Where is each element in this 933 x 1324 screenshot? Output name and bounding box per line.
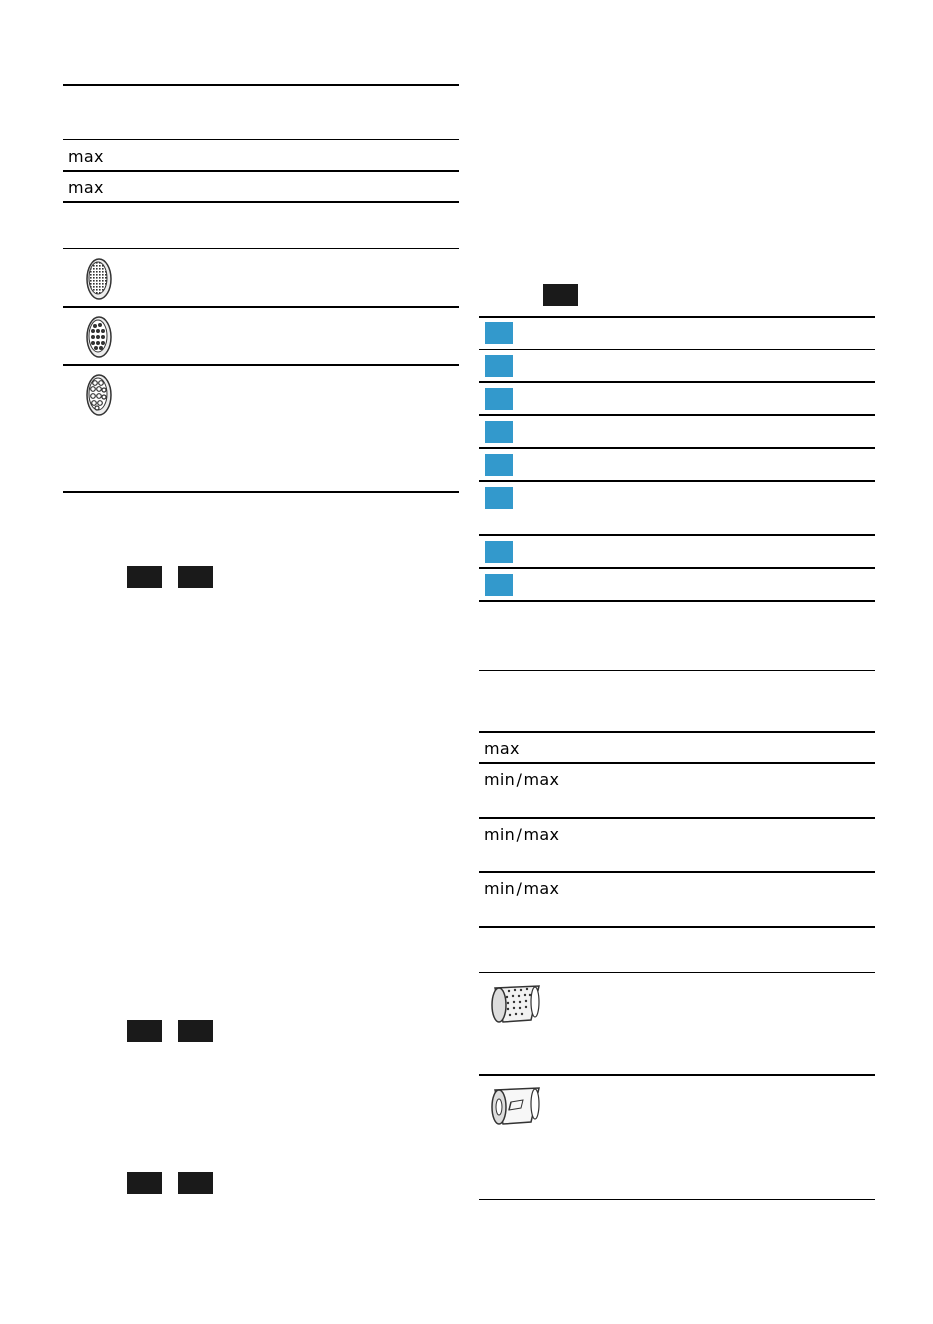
right-rule: [479, 670, 875, 671]
right-rule: [479, 871, 875, 873]
key-button: [127, 1172, 162, 1194]
right-rule: [479, 534, 875, 536]
right-rule: [479, 1074, 875, 1076]
left-rule: [63, 248, 459, 249]
left-rule: [63, 170, 459, 172]
perforated-disc-coarse-icon: [84, 372, 114, 418]
right-row-label: min / max: [484, 770, 560, 789]
right-row-label: min / max: [484, 879, 560, 898]
key-button: [178, 1172, 213, 1194]
key-button: [127, 566, 162, 588]
left-rule-top: [63, 84, 459, 86]
left-row-label: max: [68, 147, 104, 166]
step-marker: [485, 487, 513, 509]
left-rule-bottom: [63, 491, 459, 493]
right-rule: [479, 447, 875, 449]
right-rule: [479, 381, 875, 383]
key-button: [127, 1020, 162, 1042]
left-rule: [63, 306, 459, 308]
grater-drum-icon: [487, 980, 545, 1028]
left-rule: [63, 364, 459, 366]
left-rule: [63, 201, 459, 203]
right-row-label: min / max: [484, 825, 560, 844]
right-rule: [479, 414, 875, 416]
step-marker: [485, 574, 513, 596]
right-rule: [479, 972, 875, 973]
right-row-label: max: [484, 739, 520, 758]
perforated-disc-fine-icon: [84, 256, 114, 302]
right-rule: [479, 731, 875, 733]
right-rule-bottom: [479, 1199, 875, 1200]
key-button: [543, 284, 578, 306]
step-marker: [485, 388, 513, 410]
right-rule: [479, 762, 875, 764]
right-rule: [479, 926, 875, 928]
key-button: [178, 1020, 213, 1042]
right-rule: [479, 600, 875, 602]
right-rule: [479, 480, 875, 482]
step-marker: [485, 541, 513, 563]
right-rule: [479, 316, 875, 318]
step-marker: [485, 454, 513, 476]
slicer-drum-icon: [487, 1082, 545, 1130]
right-rule: [479, 817, 875, 819]
right-rule: [479, 349, 875, 350]
key-button: [178, 566, 213, 588]
perforated-disc-medium-icon: [84, 314, 114, 360]
left-row-label: max: [68, 178, 104, 197]
left-rule-header: [63, 139, 459, 140]
right-rule: [479, 567, 875, 569]
step-marker: [485, 322, 513, 344]
step-marker: [485, 355, 513, 377]
step-marker: [485, 421, 513, 443]
